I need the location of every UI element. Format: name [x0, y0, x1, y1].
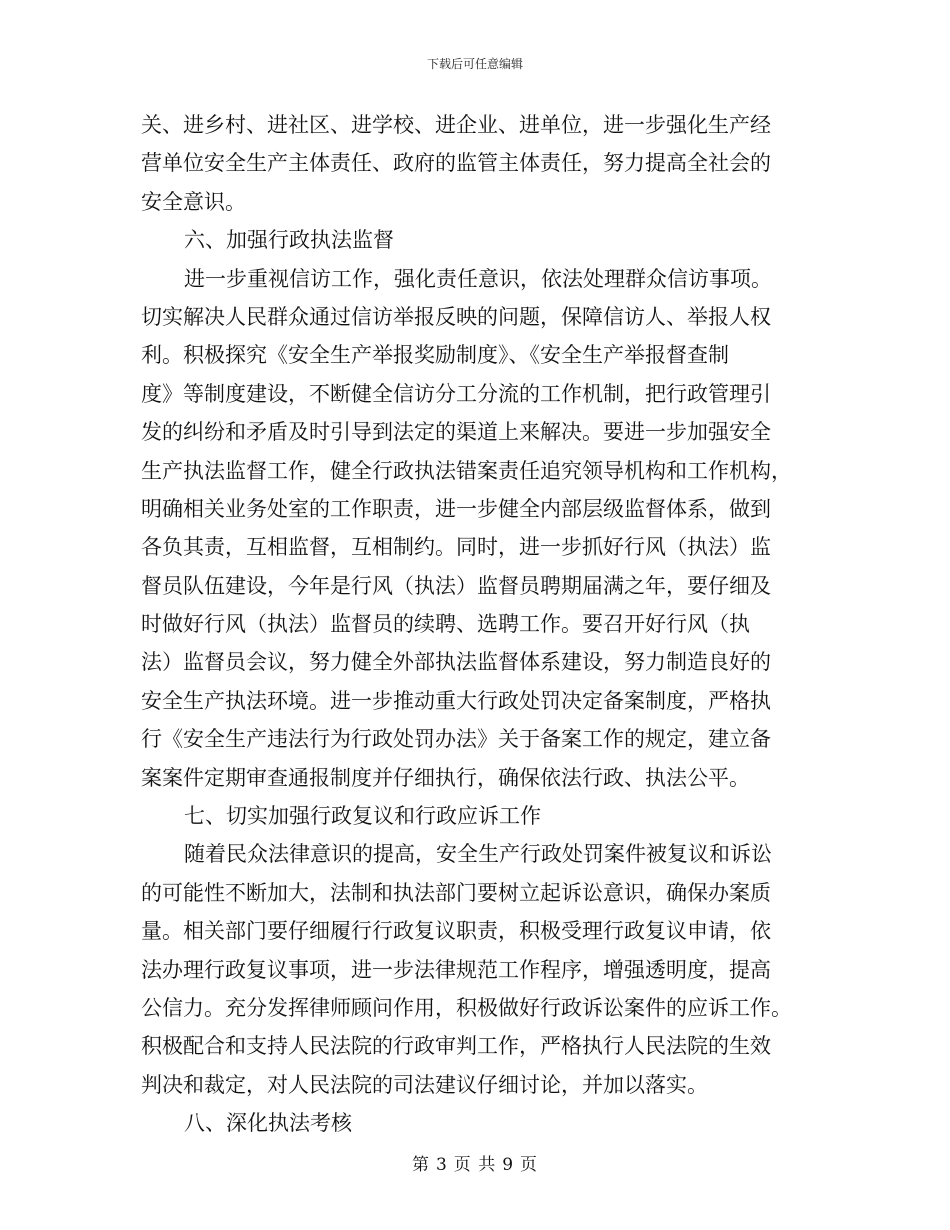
footer-total-pages: 9	[502, 1155, 515, 1175]
text-line: 法办理行政复议事项，进一步法律规范工作程序，增强透明度，提高	[141, 957, 771, 982]
text-line: 时做好行风（执法）监督员的续聘、选聘工作。要召开好行风（执	[141, 612, 750, 637]
text-line: 八、深化执法考核	[184, 1111, 352, 1136]
text-line: 行《安全生产违法行为行政处罚办法》关于备案工作的规定，建立备	[141, 727, 771, 752]
text-line: 利。积极探究《安全生产举报奖励制度》、《安全生产举报督查制	[141, 343, 729, 368]
text-line: 积极配合和支持人民法院的行政审判工作，严格执行人民法院的生效	[141, 1034, 771, 1059]
text-line: 进一步重视信访工作，强化责任意识，依法处理群众信访事项。	[184, 266, 772, 291]
page-footer	[0, 1150, 950, 1175]
text-line: 公信力。充分发挥律师顾问作用，积极做好行政诉讼案件的应诉工作。	[141, 995, 792, 1020]
text-line: 安全意识。	[141, 189, 246, 214]
text-line: 营单位安全生产主体责任、政府的监管主体责任，努力提高全社会的	[141, 151, 771, 176]
text-line: 法）监督员会议，努力健全外部执法监督体系建设，努力制造良好的	[141, 650, 771, 675]
text-line: 关、进乡村、进社区、进学校、进企业、进单位，进一步强化生产经	[141, 113, 771, 137]
footer-page-number: 3	[435, 1155, 448, 1175]
text-line: 判决和裁定，对人民法院的司法建议仔细讨论，并加以落实。	[141, 1072, 708, 1097]
page-header: 下载后可任意编辑	[426, 57, 523, 71]
text-line: 明确相关业务处室的工作职责，进一步健全内部层级监督体系，做到	[141, 496, 771, 521]
text-line: 六、加强行政执法监督	[184, 228, 394, 253]
text-line: 切实解决人民群众通过信访举报反映的问题，保障信访人、举报人权	[141, 304, 771, 329]
footer-mid: 页 共	[453, 1155, 497, 1175]
footer-suffix: 页	[520, 1155, 539, 1175]
text-line: 发的纠纷和矛盾及时引导到法定的渠道上来解决。要进一步加强安全	[141, 420, 771, 445]
text-line: 七、切实加强行政复议和行政应诉工作	[184, 804, 541, 829]
text-line: 量。相关部门要仔细履行行政复议职责，积极受理行政复议申请，依	[141, 919, 771, 944]
text-line: 安全生产执法环境。进一步推动重大行政处罚决定备案制度，严格执	[141, 688, 771, 713]
text-line: 随着民众法律意识的提高，安全生产行政处罚案件被复议和诉讼	[184, 842, 772, 867]
text-line: 各负其责，互相监督，互相制约。同时，进一步抓好行风（执法）监	[141, 535, 771, 560]
text-line: 督员队伍建设，今年是行风（执法）监督员聘期届满之年，要仔细及	[141, 573, 771, 598]
text-line: 案案件定期审查通报制度并仔细执行，确保依法行政、执法公平。	[141, 765, 750, 790]
document-body	[141, 106, 811, 1143]
text-line: 生产执法监督工作，健全行政执法错案责任追究领导机构和工作机构，	[141, 458, 792, 483]
text-line: 的可能性不断加大，法制和执法部门要树立起诉讼意识，确保办案质	[141, 880, 771, 905]
footer-prefix: 第	[411, 1155, 430, 1175]
text-line: 度》等制度建设，不断健全信访分工分流的工作机制，把行政管理引	[141, 381, 771, 406]
